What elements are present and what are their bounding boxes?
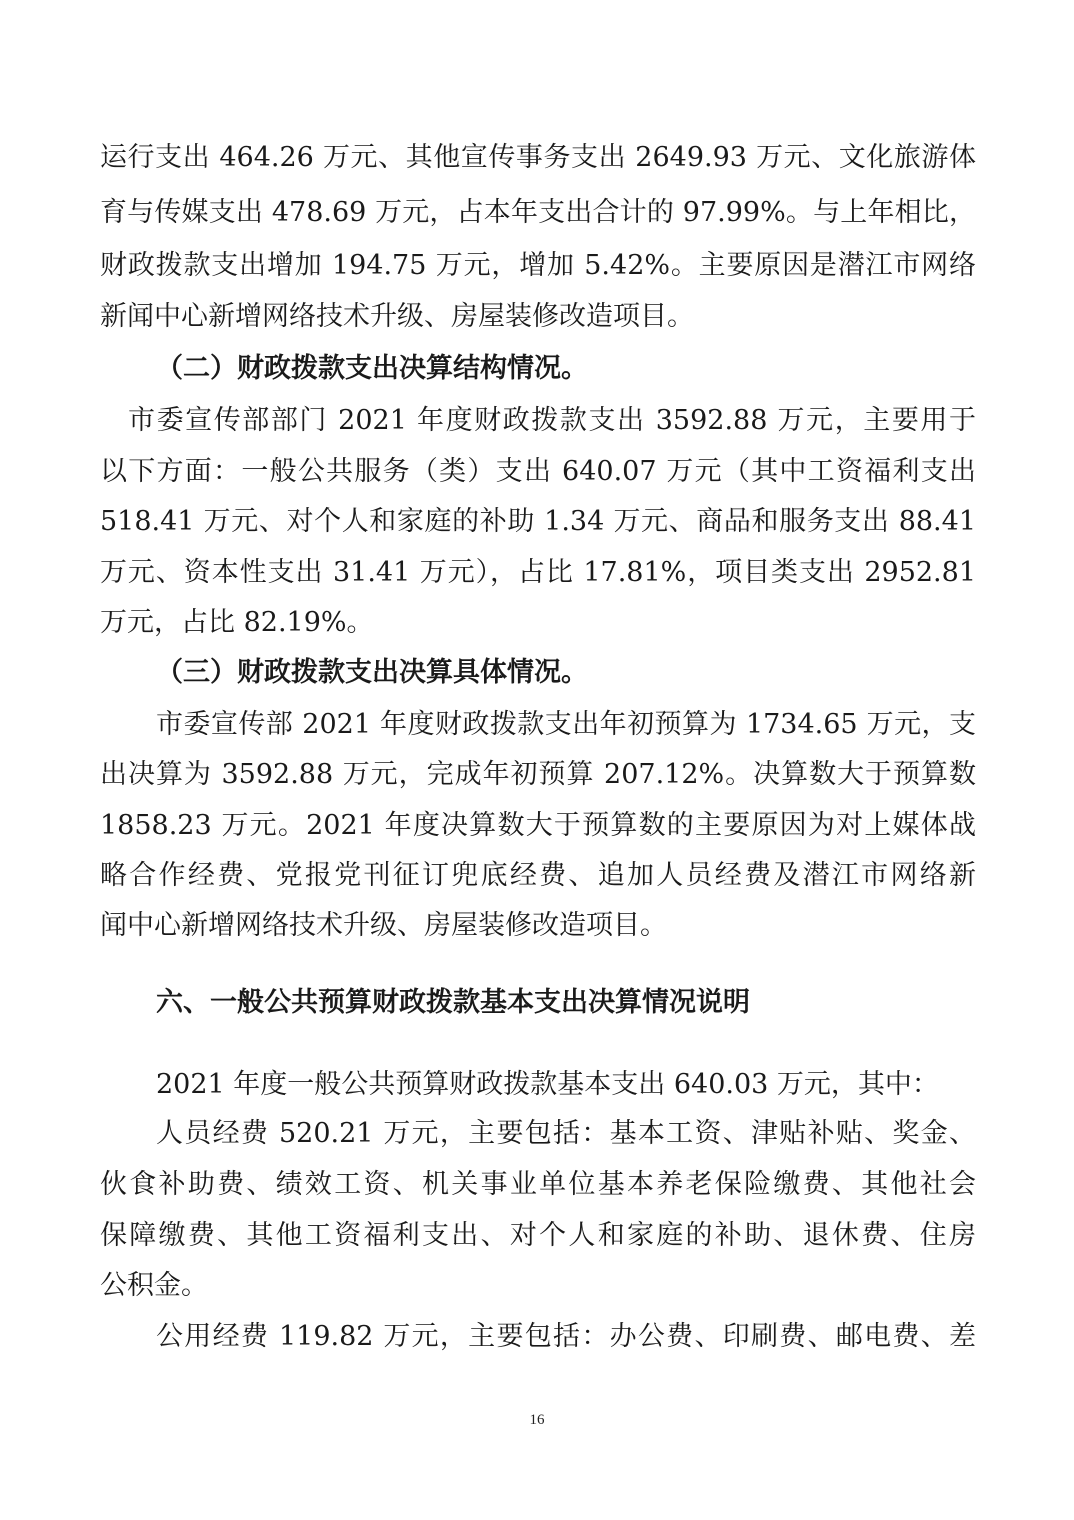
subsection-heading: （三）财政拨款支出决算具体情况。 xyxy=(156,657,588,688)
body-text-line: 保障缴费、其他工资福利支出、对个人和家庭的补助、退休费、住房 xyxy=(100,1220,976,1251)
body-text-line: 育与传媒支出 478.69 万元，占本年支出合计的 97.99%。与上年相比， xyxy=(100,197,976,228)
body-text-line: 闻中心新增网络技术升级、房屋装修改造项目。 xyxy=(100,910,667,941)
body-text-line: 万元、资本性支出 31.41 万元），占比 17.81%，项目类支出 2952.81 xyxy=(100,557,976,588)
body-text-line: 市委宣传部部门 2021 年度财政拨款支出 3592.88 万元，主要用于 xyxy=(128,405,976,436)
body-text-line: 1858.23 万元。2021 年度决算数大于预算数的主要原因为对上媒体战 xyxy=(100,810,976,841)
body-text-line: 公积金。 xyxy=(100,1270,208,1301)
body-text-line: 运行支出 464.26 万元、其他宣传事务支出 2649.93 万元、文化旅游体 xyxy=(100,142,976,173)
body-text-line: 新闻中心新增网络技术升级、房屋装修改造项目。 xyxy=(100,301,694,332)
body-text-line: 伙食补助费、绩效工资、机关事业单位基本养老保险缴费、其他社会 xyxy=(100,1169,976,1200)
body-text-line: 2021 年度一般公共预算财政拨款基本支出 640.03 万元，其中： xyxy=(156,1069,939,1100)
body-text-line: 以下方面：一般公共服务（类）支出 640.07 万元（其中工资福利支出 xyxy=(100,456,976,487)
section-title: 六、一般公共预算财政拨款基本支出决算情况说明 xyxy=(156,987,750,1018)
body-text-line: 万元，占比 82.19%。 xyxy=(100,607,374,638)
body-text-line: 人员经费 520.21 万元，主要包括：基本工资、津贴补贴、奖金、 xyxy=(156,1118,976,1149)
body-text-line: 518.41 万元、对个人和家庭的补助 1.34 万元、商品和服务支出 88.41 xyxy=(100,506,976,537)
body-text-line: 出决算为 3592.88 万元，完成年初预算 207.12%。决算数大于预算数 xyxy=(100,759,976,790)
body-text-line: 财政拨款支出增加 194.75 万元，增加 5.42%。主要原因是潜江市网络 xyxy=(100,250,976,281)
body-text-line: 公用经费 119.82 万元，主要包括：办公费、印刷费、邮电费、差 xyxy=(156,1321,976,1352)
body-text-line: 市委宣传部 2021 年度财政拨款支出年初预算为 1734.65 万元，支 xyxy=(156,709,976,740)
page-number: 16 xyxy=(529,1412,545,1428)
subsection-heading: （二）财政拨款支出决算结构情况。 xyxy=(156,353,588,384)
body-text-line: 略合作经费、党报党刊征订兜底经费、追加人员经费及潜江市网络新 xyxy=(100,860,976,891)
